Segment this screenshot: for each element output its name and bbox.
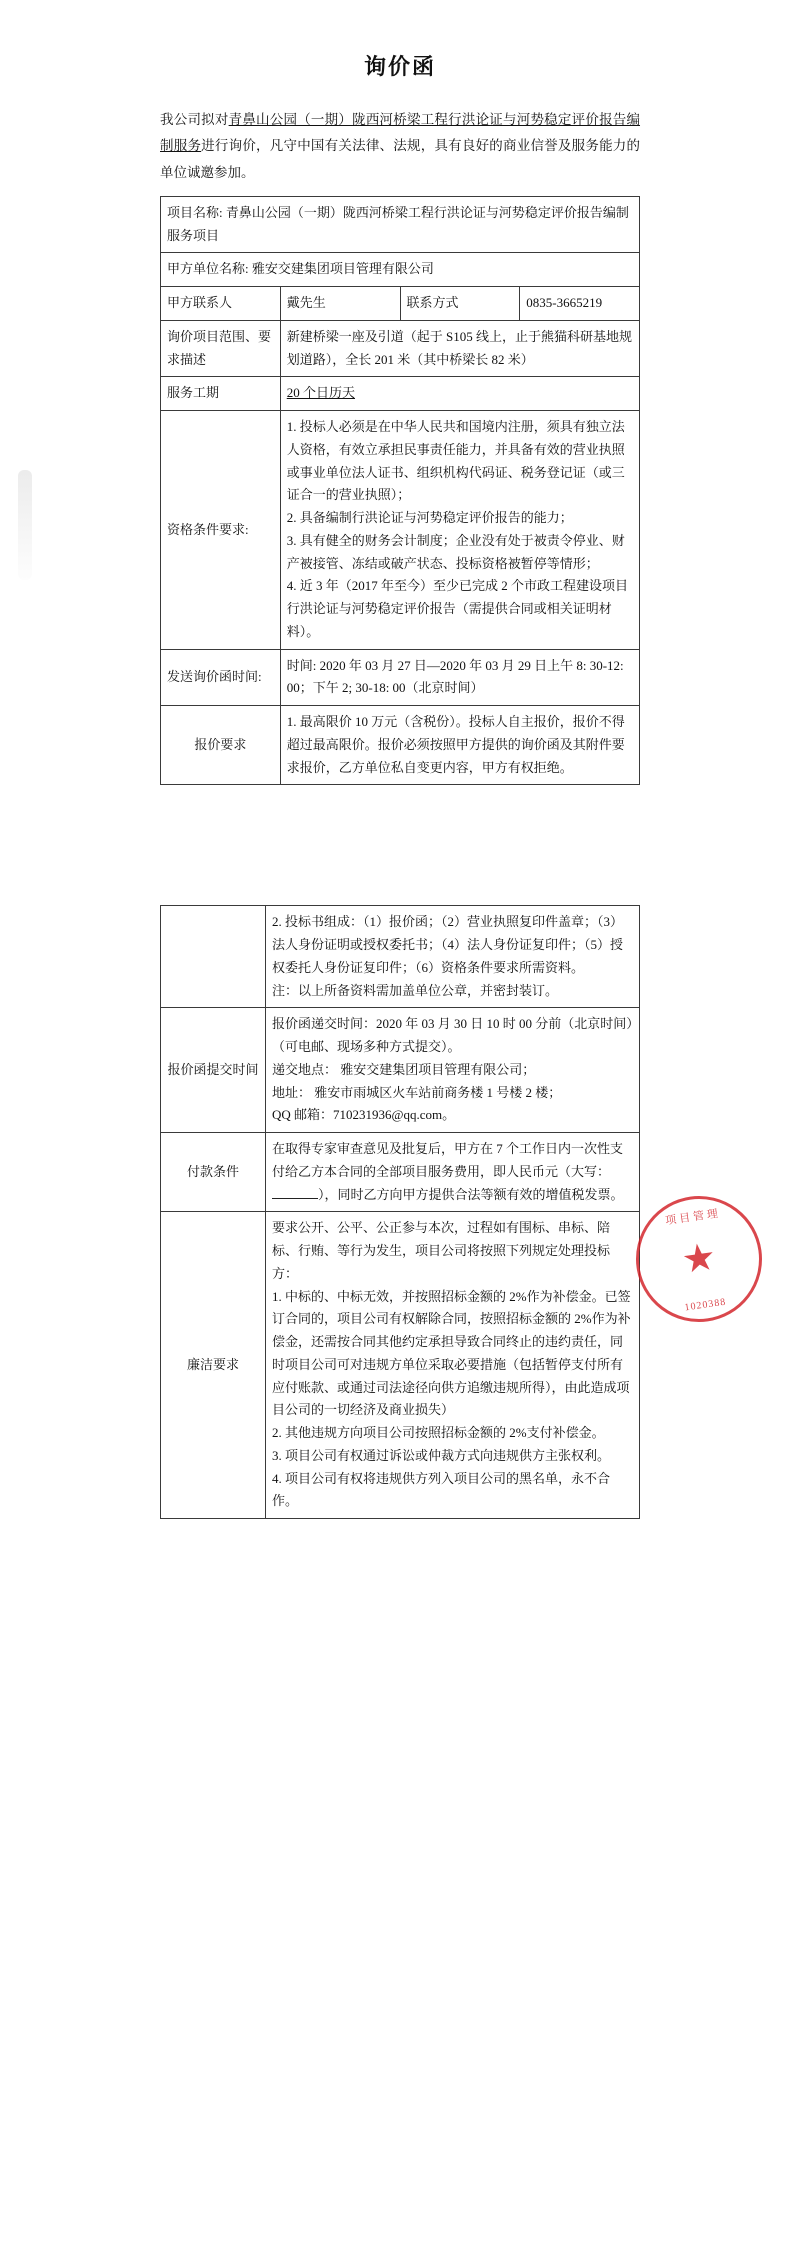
qualification-item: 1. 投标人必须是在中华人民共和国境内注册，须具有独立法人资格，有效立承担民事责任能力，并具备有效的营业执照或事业单位法人证书、组织机构代码证、税务登记证（或三证合一的营业执照）； — [286, 419, 625, 503]
table-row — [161, 411, 640, 650]
bid-compose-value — [266, 906, 640, 1008]
inquiry-table-part1 — [160, 196, 640, 786]
integrity-value — [266, 1212, 640, 1519]
table-row — [161, 377, 640, 411]
qualification-label: 资格条件要求: — [161, 411, 281, 650]
page-title: 询价函 — [363, 54, 436, 79]
payment-text-before: 在取得专家审查意见及批复后，甲方在 7 个工作日内一次性支付给乙方本合同的全部项目服务费用，即人民币元（大写： — [272, 1141, 624, 1179]
payment-label: 付款条件 — [161, 1133, 266, 1212]
integrity-line: 4. 项目公司有权将违规供方列入项目公司的黑名单，永不合作。 — [272, 1470, 611, 1509]
payment-value — [266, 1133, 640, 1212]
integrity-line: 要求公开、公平、公正参与本次，过程如有围标、串标、陪标、行贿、等行为发生，项目公司将按照下列规定处理投标方： — [272, 1220, 611, 1281]
table-row — [161, 906, 640, 1008]
table-row — [161, 253, 640, 287]
document-body — [160, 0, 640, 1519]
table-row — [161, 287, 640, 321]
contact-phone: 0835-3665219 — [520, 287, 640, 321]
payment-amount-blank — [272, 1184, 318, 1199]
intro-underlined-scope: 青鼻山公园（一期）陇西河桥梁工程行洪论证与河势稳定评价报告编制服务 — [160, 112, 641, 154]
project-name-label: 项目名称: — [167, 204, 223, 220]
intro-prefix: 我公司拟对 — [160, 112, 229, 127]
send-time-value: 时间: 2020 年 03 月 27 日—2020 年 03 月 29 日上午 8: 30-12: 00；下午 2; 30-18: 00（北京时间） — [280, 649, 639, 706]
integrity-line: 2. 其他违规方向项目公司按照招标金额的 2%支付补偿金。 — [272, 1425, 605, 1441]
submit-time-value — [266, 1008, 640, 1133]
duration-value — [280, 377, 639, 411]
duration-label: 服务工期 — [161, 377, 281, 411]
page-artifact-mark — [18, 470, 32, 580]
qualification-value — [280, 411, 639, 650]
scope-label: 询价项目范围、要求描述 — [161, 320, 281, 377]
project-name-value: 青鼻山公园（一期）陇西河桥梁工程行洪论证与河势稳定评价报告编制服务项目 — [167, 204, 629, 243]
page-break-gap — [160, 785, 640, 905]
client-unit-label: 甲方单位名称: — [167, 261, 249, 277]
scope-value: 新建桥梁一座及引道（起于 S105 线上，止于熊猫科研基地规划道路），全长 201 米（其中桥梁长 82 米） — [280, 320, 639, 377]
duration-value-text: 20 个日历天 — [286, 385, 356, 401]
contact-name: 戴先生 — [280, 287, 400, 321]
qualification-item: 4. 近 3 年（2017 年至今）至少已完成 2 个市政工程建设项目行洪论证与河势稳定评价报告（需提供合同或相关证明材料）。 — [286, 578, 629, 639]
submit-time-label: 报价函提交时间 — [161, 1008, 266, 1133]
contact-label: 甲方联系人 — [161, 287, 281, 321]
intro-suffix: 进行询价，凡守中国有关法律、法规，具有良好的商业信誉及服务能力的单位诚邀参加。 — [160, 138, 641, 180]
bid-compose-label — [161, 906, 266, 1008]
quote-requirement-value: 1. 最高限价 10 万元（含税份）。投标人自主报价，报价不得超过最高限价。报价必须按照甲方提供的询价函及其附件要求报价，乙方单位私自变更内容，甲方有权拒绝。 — [280, 706, 639, 785]
company-seal-stamp — [628, 1188, 770, 1330]
seal-top-text: 项目管理 — [664, 1207, 722, 1228]
client-unit-cell — [161, 253, 640, 287]
table-row — [161, 320, 640, 377]
inquiry-table-part2 — [160, 905, 640, 1519]
table-row — [161, 1133, 640, 1212]
qualification-item: 3. 具有健全的财务会计制度；企业没有处于被责令停业、财产被接管、冻结或破产状态、投标资格被暂停等情形； — [286, 532, 625, 571]
intro-paragraph — [160, 107, 640, 186]
integrity-line: 3. 项目公司有权通过诉讼或仲裁方式向违规供方主张权利。 — [272, 1447, 611, 1463]
seal-bottom-text: 1020388 — [683, 1296, 728, 1314]
table-row — [161, 649, 640, 706]
integrity-label: 廉洁要求 — [161, 1212, 266, 1519]
integrity-line: 1. 中标的、中标无效，并按照招标金额的 2%作为补偿金。已签订合同的，项目公司有权解除合同，按照招标金额的 2%作为补偿金，还需按合同其他约定承担导致合同终止的违约责任，同时项目公司可对违规方单位采取必要措施（包括暂停支付所有应付账款、或通过司法途径向供方追缴违规所得），由此造成项目公司的一切经济及商业损失） — [272, 1288, 631, 1418]
table-row — [161, 1212, 640, 1519]
client-unit-value: 雅安交建集团项目管理有限公司 — [251, 261, 434, 277]
table-row — [161, 196, 640, 253]
qualification-item: 2. 具备编制行洪论证与河势稳定评价报告的能力； — [286, 510, 573, 526]
star-icon: ★ — [679, 1235, 719, 1283]
quote-requirement-label: 报价要求 — [161, 706, 281, 785]
project-name-cell — [161, 196, 640, 253]
bid-compose-line: 2. 投标书组成：（1）报价函；（2）营业执照复印件盖章；（3）法人身份证明或授权委托书；（4）法人身份证复印件；（5）授权委托人身份证复印件；（6）资格条件要求所需资料。 — [272, 914, 624, 975]
contact-method-label: 联系方式 — [400, 287, 520, 321]
bid-compose-note: 注：以上所备资料需加盖单位公章，并密封装订。 — [272, 982, 559, 998]
table-row — [161, 1008, 640, 1133]
send-time-label: 发送询价函时间: — [161, 649, 281, 706]
payment-text-after: ），同时乙方向甲方提供合法等额有效的增值税发票。 — [318, 1186, 624, 1202]
table-row — [161, 706, 640, 785]
submit-email-line: QQ 邮箱：710231936@qq.com。 — [272, 1107, 456, 1123]
submit-address-line: 地址： 雅安市雨城区火车站前商务楼 1 号楼 2 楼； — [272, 1084, 562, 1100]
submit-time-line: 报价函递交时间：2020 年 03 月 30 日 10 时 00 分前（北京时间）（可电邮、现场多种方式提交）。 — [272, 1016, 633, 1055]
submit-place-line: 递交地点： 雅安交建集团项目管理有限公司； — [272, 1061, 536, 1077]
